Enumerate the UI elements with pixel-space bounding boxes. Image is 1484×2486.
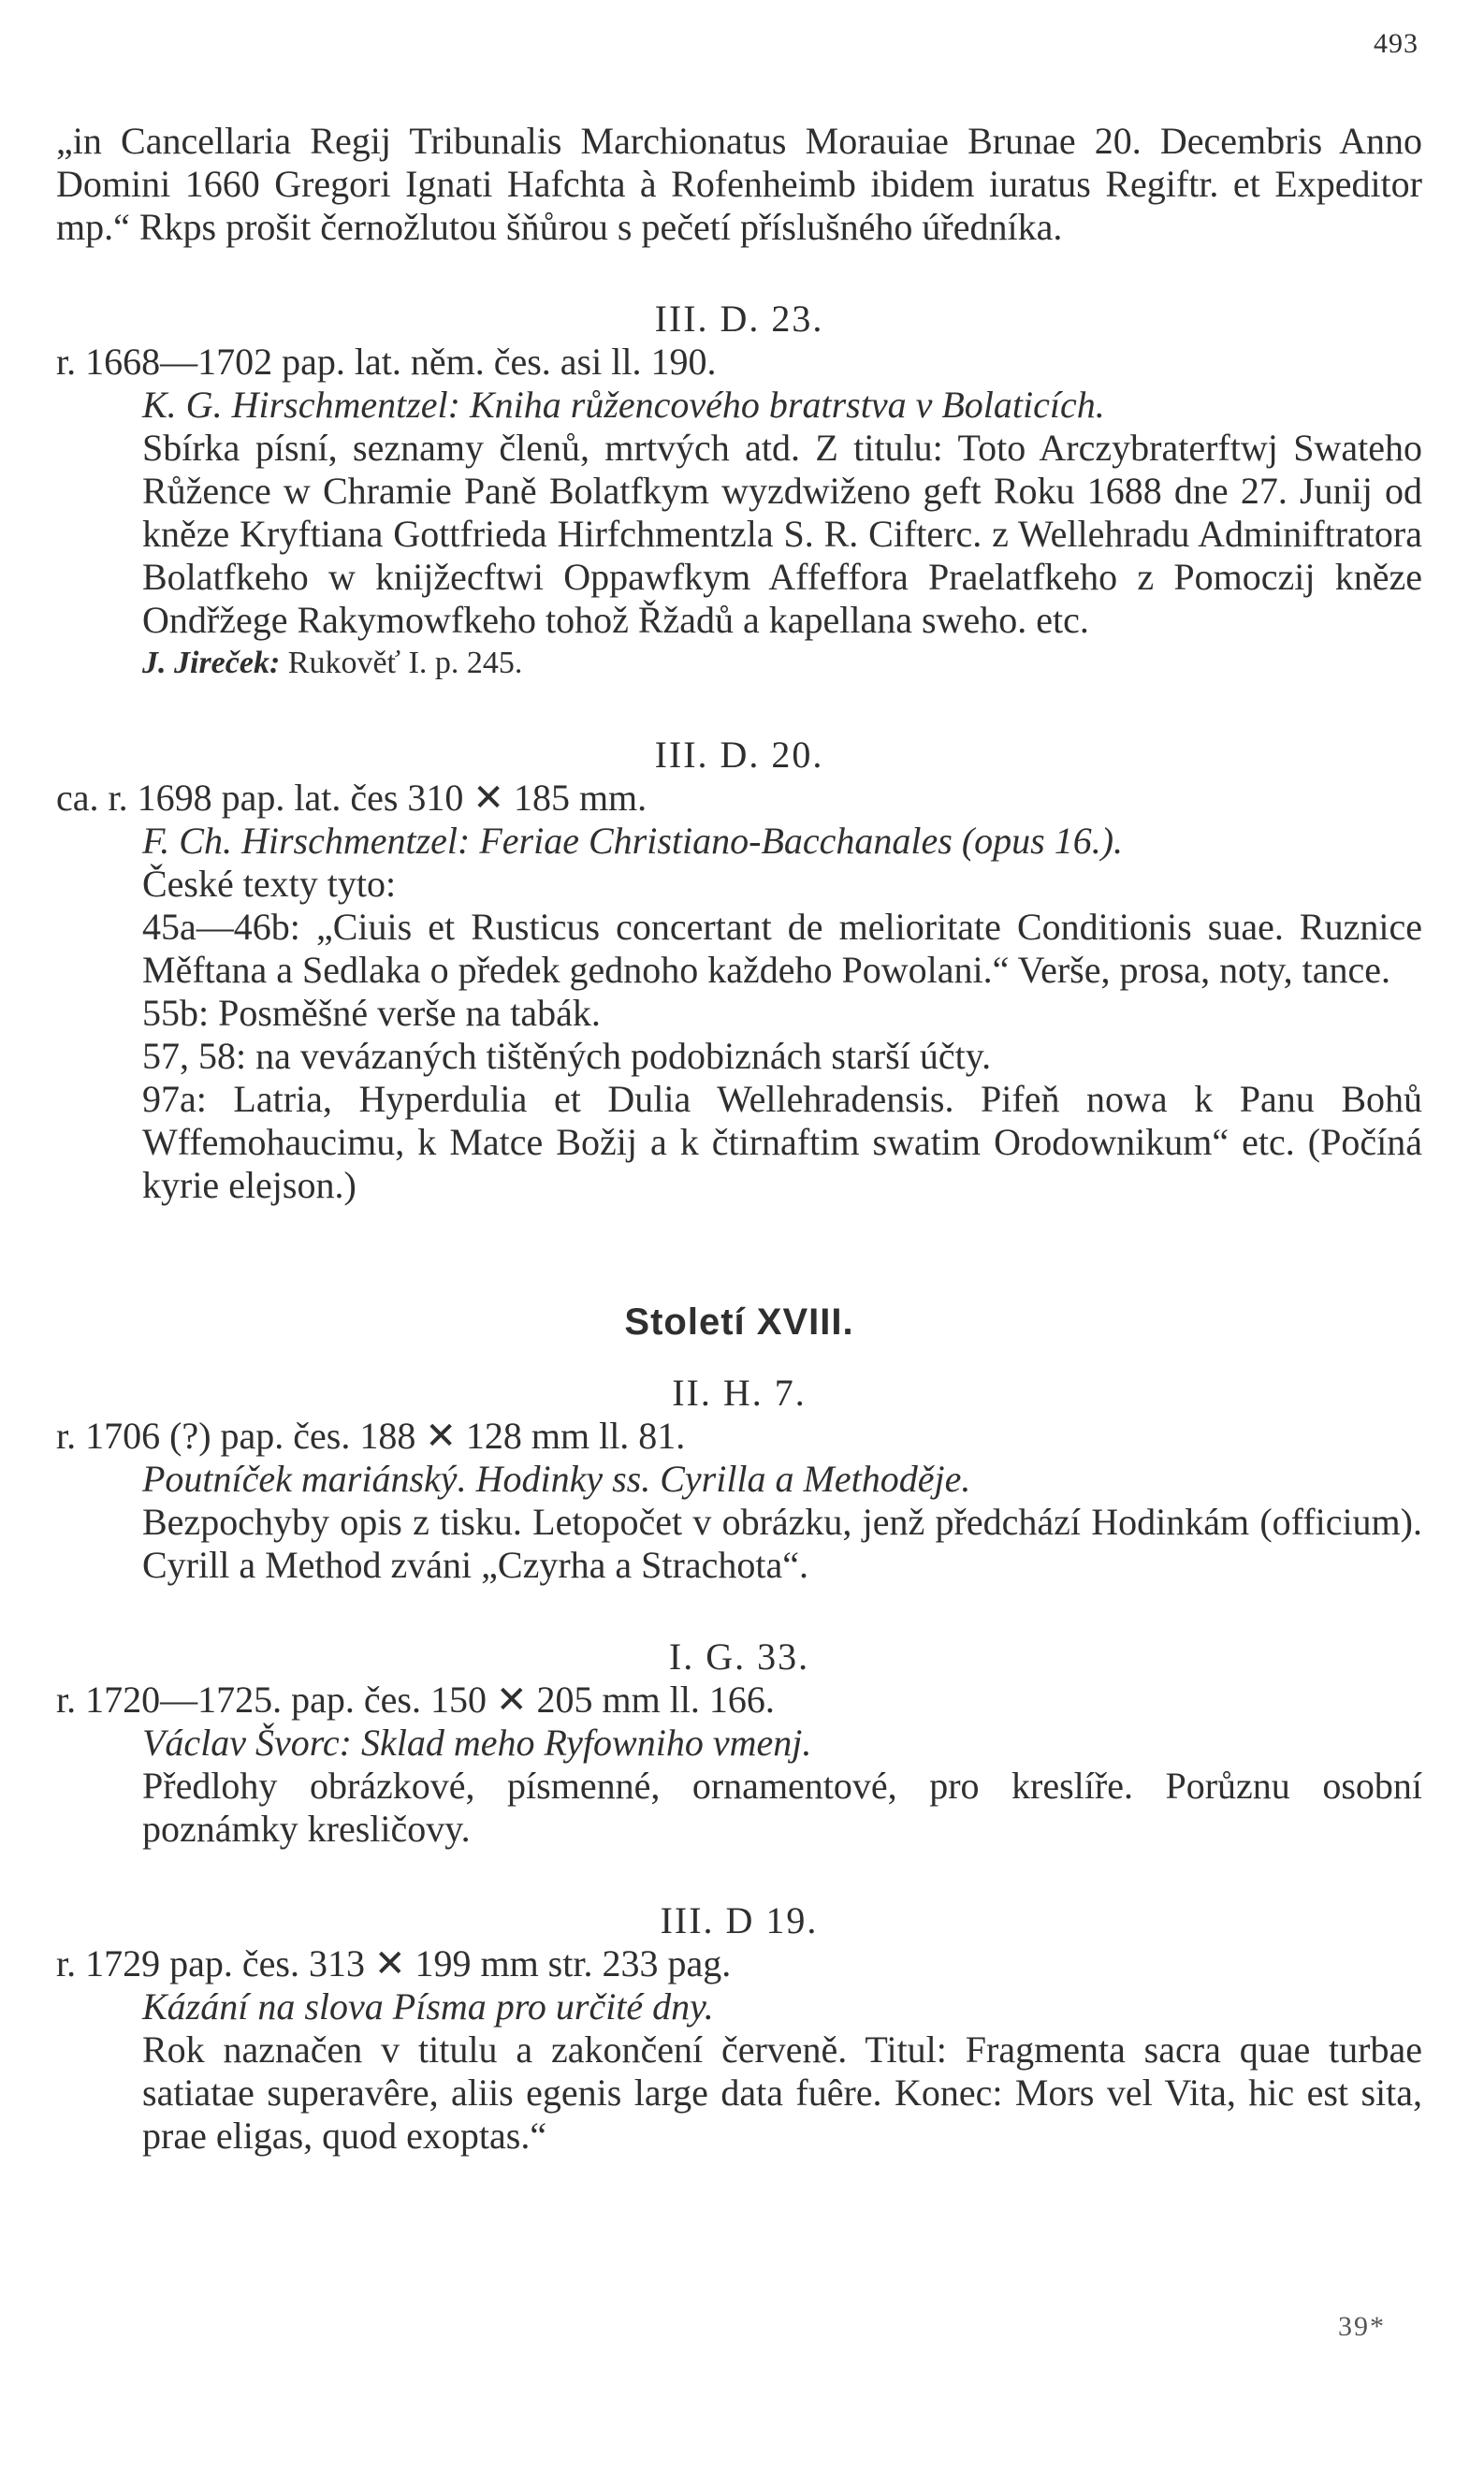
reference-author: J. Jireček:: [142, 646, 281, 680]
entry-title: Kázání na slova Písma pro určité dny.: [142, 1985, 714, 2028]
signature-mark: 39*: [1338, 2311, 1386, 2342]
entry-iii-d-23: [56, 298, 1422, 685]
entry-meta: ca. r. 1698 pap. lat. čes 310 ✕ 185 mm.: [56, 777, 647, 819]
entry-signature: III. D 19.: [660, 1899, 819, 1941]
entry-signature: I. G. 33.: [668, 1636, 810, 1678]
entry-title: Poutníček mariánský. Hodinky ss. Cyrilla a Methoděje.: [142, 1458, 971, 1500]
entry-title: F. Ch. Hirschmentzel: Feriae Christiano-Bacchanales (opus 16.).: [142, 820, 1124, 862]
continuation-paragraph: „in Cancellaria Regij Tribunalis Marchionatus Morauiae Brunae 20. Decembris Anno Domini 1660 Gregori Ignati Hafchta à Rofenheimb ibidem iuratus Regiftr. et Expeditor mp.“ Rkps prošit černožlutou šňůrou s pečetí příslušného úředníka.: [56, 120, 1422, 248]
entry-line: České texty tyto:: [142, 863, 397, 905]
entry-signature: II. H. 7.: [672, 1372, 807, 1414]
entry-signature: III. D. 23.: [654, 298, 824, 340]
entry-iii-d-19: [56, 1899, 1422, 2158]
entry-title: Václav Švorc: Sklad meho Ryfowniho vmenj.: [142, 1722, 812, 1764]
entry-reference: [56, 642, 1422, 685]
entry-line: 57, 58: na vevázaných tištěných podobiznách starší účty.: [142, 1035, 992, 1077]
section-heading: Století XVIII.: [624, 1301, 854, 1343]
entry-description: Bezpochyby opis z tisku. Letopočet v obrázku, jenž předchází Hodinkám (officium). Cyrill a Method zváni „Czyrha a Strachota“.: [142, 1501, 1422, 1586]
entry-line: 45a—46b: „Ciuis et Rusticus concertant de melioritate Conditionis suae. Ruznice Měftana a Sedlaka o předek gednoho každeho Powolani.“ Verše, prosa, noty, tance.: [142, 906, 1422, 991]
reference-text: Rukověť I. p. 245.: [280, 646, 523, 680]
entry-meta: r. 1706 (?) pap. čes. 188 ✕ 128 mm ll. 81.: [56, 1415, 686, 1457]
entry-meta: r. 1668—1702 pap. lat. něm. čes. asi ll. 190.: [56, 341, 717, 383]
entry-iii-d-20: [56, 734, 1422, 1207]
page-number: 493: [1374, 28, 1419, 59]
entry-description: Předlohy obrázkové, písmenné, ornamentové, pro kreslíře. Porůznu osobní poznámky kresličovy.: [142, 1765, 1422, 1850]
page-content: [56, 120, 1422, 2158]
entry-description: Rok naznačen v titulu a zakončení červeně. Titul: Fragmenta sacra quae turbae satiatae superavêre, aliis egenis large data fuêre. Konec: Mors vel Vita, hic est sita, prae eligas, quod exoptas.“: [142, 2028, 1422, 2157]
entry-meta: r. 1720—1725. pap. čes. 150 ✕ 205 mm ll. 166.: [56, 1679, 775, 1721]
entry-line: 55b: Posměšné verše na tabák.: [142, 992, 601, 1034]
entry-meta: r. 1729 pap. čes. 313 ✕ 199 mm str. 233 pag.: [56, 1942, 732, 1984]
entry-line: 97a: Latria, Hyperdulia et Dulia Wellehradensis. Pifeň nowa k Panu Bohů Wffemohaucimu, k Matce Božij a k čtirnaftim swatim Orodownikum“ etc. (Počíná kyrie elejson.): [142, 1078, 1422, 1206]
entry-ii-h-7: [56, 1372, 1422, 1587]
entry-description: Sbírka písní, seznamy členů, mrtvých atd. Z titulu: Toto Arczybraterftwj Swateho Růžence w Chramie Paně Bolatfkym wyzdwiženo geft Roku 1688 dne 27. Junij od kněze Kryftiana Gottfrieda Hirfchmentzla S. R. Cifterc. z Wellehradu Adminiftratora Bolatfkeho w knijžecftwi Oppawfkym Affeffora Praelatfkeho z Pomoczij kněze Ondřžege Rakymowfkeho tohož Řžadů a kapellana sweho. etc.: [142, 427, 1422, 641]
entry-signature: III. D. 20.: [654, 734, 824, 776]
entry-i-g-33: [56, 1636, 1422, 1851]
entry-title: K. G. Hirschmentzel: Kniha růžencového bratrstva v Bolaticích.: [142, 384, 1105, 426]
